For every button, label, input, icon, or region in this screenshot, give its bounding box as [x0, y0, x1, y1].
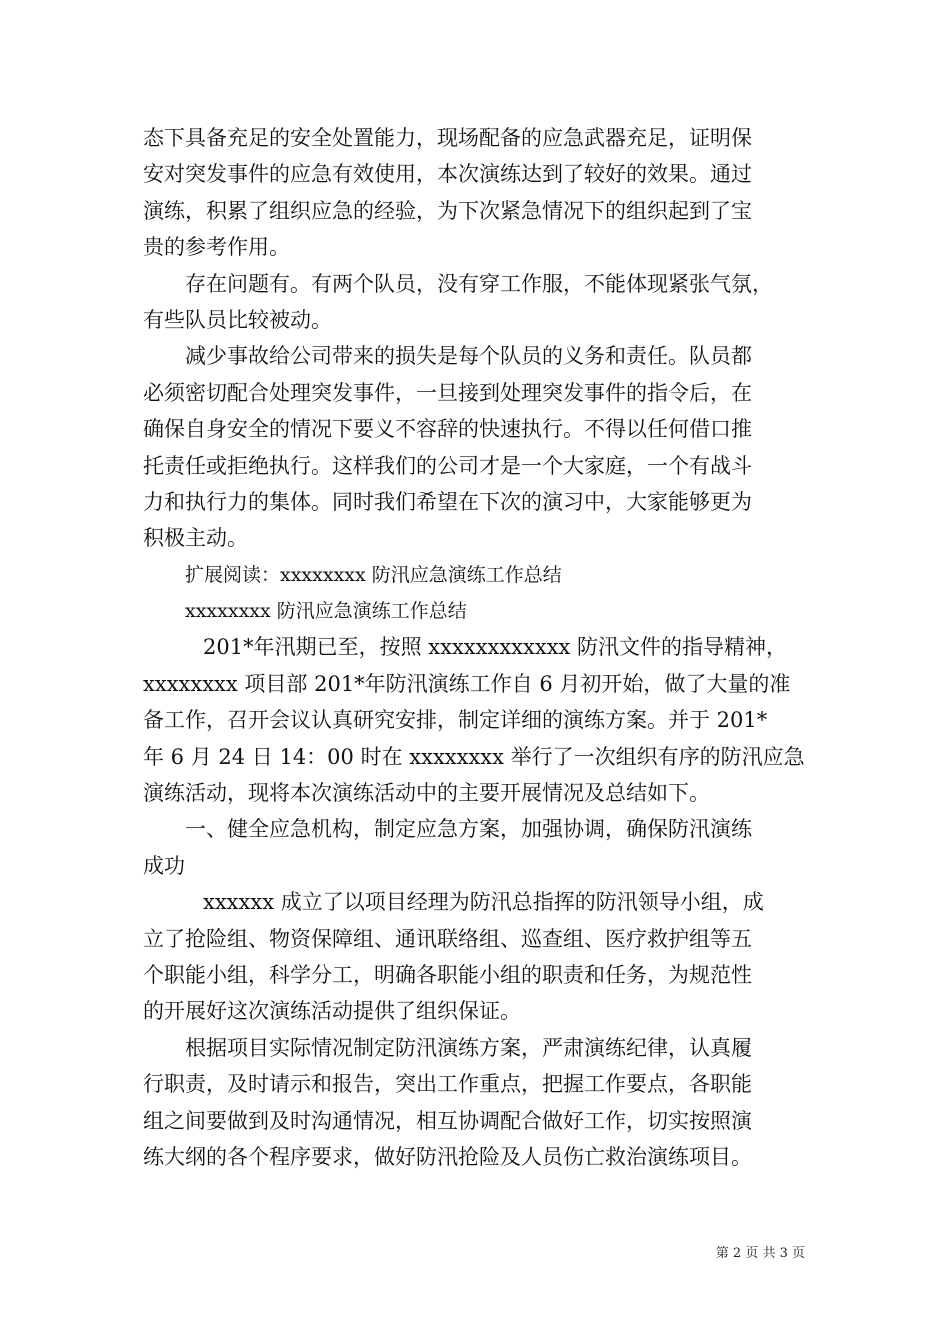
text-line: 力和执行力的集体。同时我们希望在下次的演习中，大家能够更为	[143, 489, 752, 514]
text-line: xxxxxxxx 项目部 201*年防汛演练工作自 6 月初开始，做了大量的准	[143, 671, 791, 696]
text-line: 必须密切配合处理突发事件，一旦接到处理突发事件的指令后，在	[143, 380, 752, 405]
section-heading: 一、健全应急机构，制定应急方案，加强协调，确保防汛演练	[185, 817, 752, 842]
text-line: 个职能小组，科学分工，明确各职能小组的职责和任务，为规范性	[143, 962, 752, 987]
article-title: xxxxxxxx 防汛应急演练工作总结	[185, 600, 467, 623]
text-line: 根据项目实际情况制定防汛演练方案，严肃演练纪律，认真履	[185, 1035, 752, 1060]
text-line: 安对突发事件的应急有效使用，本次演练达到了较好的效果。通过	[143, 162, 752, 187]
text-line: 练大纲的各个程序要求，做好防汛抢险及人员伤亡救治演练项目。	[143, 1144, 752, 1169]
text-line: 备工作，召开会议认真研究安排，制定详细的演练方案。并于 201*	[143, 708, 768, 733]
text-line: 演练活动，现将本次演练活动中的主要开展情况及总结如下。	[143, 781, 710, 806]
text-line: 减少事故给公司带来的损失是每个队员的义务和责任。队员都	[185, 344, 752, 369]
text-line: 立了抢险组、物资保障组、通讯联络组、巡查组、医疗救护组等五	[143, 926, 752, 951]
extended-reading-heading: 扩展阅读：xxxxxxxx 防汛应急演练工作总结	[185, 563, 562, 586]
document-body	[143, 120, 807, 1175]
text-line: 托责任或拒绝执行。这样我们的公司才是一个大家庭，一个有战斗	[143, 453, 752, 478]
text-line: 积极主动。	[143, 526, 248, 551]
text-line: 的开展好这次演练活动提供了组织保证。	[143, 999, 521, 1024]
text-line: 行职责，及时请示和报告，突出工作重点，把握工作要点，各职能	[143, 1072, 752, 1097]
text-line: xxxxxx 成立了以项目经理为防汛总指挥的防汛领导小组，成	[203, 890, 764, 915]
text-line: 演练，积累了组织应急的经验，为下次紧急情况下的组织起到了宝	[143, 198, 752, 223]
text-line: 有些队员比较被动。	[143, 307, 332, 332]
text-line: 贵的参考作用。	[143, 235, 290, 260]
text-line: 201*年汛期已至，按照 xxxxxxxxxxxx 防汛文件的指导精神，	[203, 635, 788, 660]
page-number: 第 2 页 共 3 页	[715, 1246, 805, 1261]
text-line: 态下具备充足的安全处置能力，现场配备的应急武器充足，证明保	[143, 126, 752, 150]
text-line: 确保自身安全的情况下要义不容辞的快速执行。不得以任何借口推	[143, 417, 752, 442]
text-line: 存在问题有。有两个队员，没有穿工作服，不能体现紧张气氛，	[185, 271, 773, 296]
text-line: 组之间要做到及时沟通情况，相互协调配合做好工作，切实按照演	[143, 1108, 752, 1133]
text-line: 年 6 月 24 日 14：00 时在 xxxxxxxx 举行了一次组织有序的防汛应急	[143, 744, 805, 769]
section-heading: 成功	[143, 853, 185, 878]
